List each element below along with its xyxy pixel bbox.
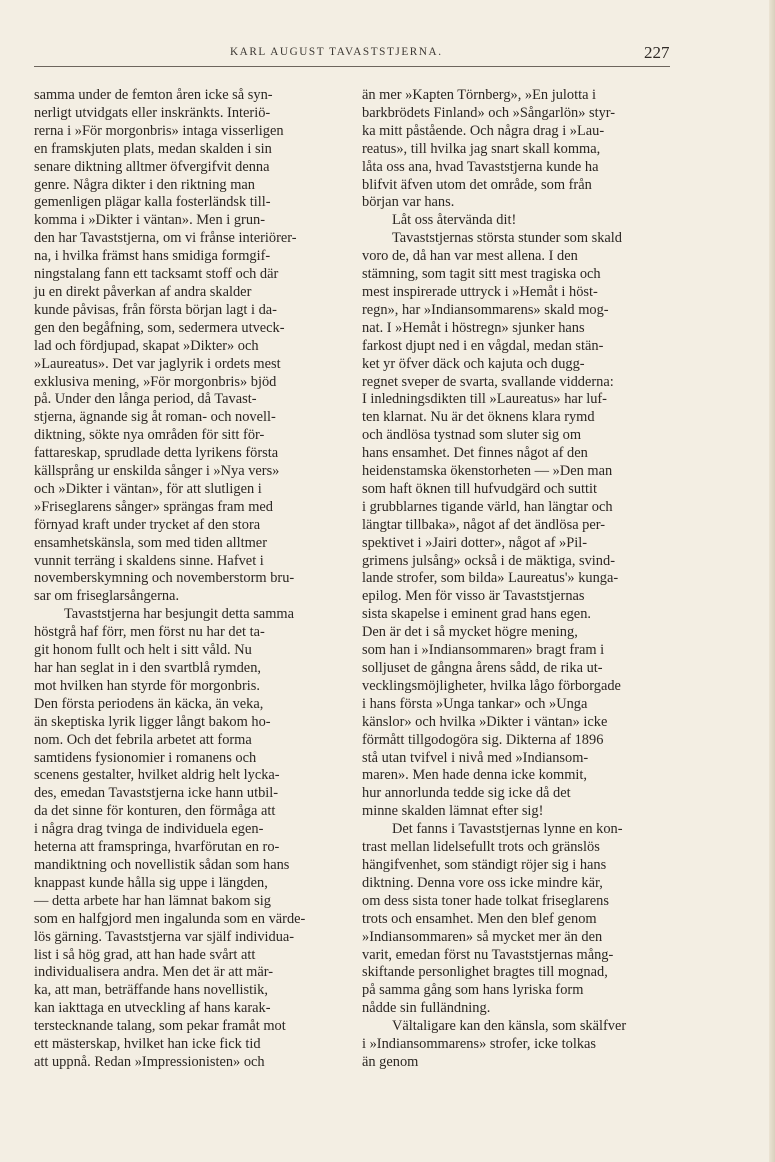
text-line: epilog. Men för visso är Tavaststjernas xyxy=(362,588,585,605)
text-line: Vältaligare kan den känsla, som skälfver xyxy=(392,1018,627,1035)
text-line: ett mästerskap, hvilket han icke fick tid xyxy=(34,1036,261,1053)
text-line: fattareskap, sprudlade detta lyrikens första xyxy=(34,445,279,462)
text-line: hängifvenhet, som ständigt röjer sig i hans xyxy=(362,856,607,873)
text-line: samma under de femton åren icke så syn- xyxy=(34,87,273,103)
page-number: 227 xyxy=(644,43,670,62)
text-line: Den är det i så mycket högre mening, xyxy=(362,624,578,641)
text-line: källsprång ur enskilda sånger i »Nya vers» xyxy=(34,463,280,480)
text-line: i hans första »Unga tankar» och »Unga xyxy=(362,695,588,712)
text-line: längtar tillbaka», något af det ändlösa per- xyxy=(362,516,606,533)
text-line: lande strofer, som bilda» Laureatus'» kunga- xyxy=(362,570,619,587)
text-line: i några drag tvinga de individuela egen- xyxy=(34,821,264,838)
text-line: stå utan tvifvel i nivå med »Indiansom- xyxy=(362,749,589,766)
text-line: Det fanns i Tavaststjernas lynne en kon- xyxy=(392,821,623,838)
text-line: reatus», till hvilka jag snart skall komma, xyxy=(362,140,601,157)
text-line: som han i »Indiansommaren» bragt fram i xyxy=(362,642,605,659)
text-line: än skeptiska lyrik ligger långt bakom ho- xyxy=(34,713,271,730)
text-line: lös gärning. Tavaststjerna var själf individua- xyxy=(34,928,295,945)
text-line: git honom fullt och helt i sitt våld. Nu xyxy=(34,642,252,659)
text-line: ket yr öfver däck och kajuta och dugg- xyxy=(362,355,585,372)
text-line: trast mellan lidelsefullt trots och gränslös xyxy=(362,839,600,856)
text-line: att uppnå. Redan »Impressionisten» och xyxy=(34,1053,265,1070)
text-line: sar om friseglarsångerna. xyxy=(34,588,180,605)
text-line: spektivet i »Jairi dotter», något af »Pil- xyxy=(362,534,588,551)
text-line: Tavaststjernas största stunder som skald xyxy=(392,230,623,247)
text-line: ningstalang fann ett tacksamt stoff och där xyxy=(34,266,279,283)
text-line: och »Dikter i väntan», för att slutligen i xyxy=(34,480,262,497)
text-line: nom. Och det febrila arbetet att forma xyxy=(34,731,252,748)
text-line: novemberskymning och novemberstorm bru- xyxy=(34,570,295,587)
text-line: — detta arbete har han lämnat bakom sig xyxy=(34,892,271,909)
text-line: des, emedan Tavaststjerna icke hann utbil- xyxy=(34,785,279,802)
text-line: mest inspirerade uttryck i »Hemåt i höst- xyxy=(362,283,598,300)
text-line: hur annorlunda tedde sig icke då det xyxy=(362,785,571,802)
text-line: stämning, som tagit sitt mest tragiska och xyxy=(362,266,601,283)
page-edge-shadow xyxy=(769,0,775,1162)
text-line: mandiktning och novellistik sådan som hans xyxy=(34,856,290,873)
text-line: gen den begåfning, som, sedermera utveck- xyxy=(34,319,285,336)
header-rule xyxy=(34,66,670,67)
text-line: Den första periodens än käcka, än veka, xyxy=(34,695,264,712)
text-line: regnet sveper de svarta, svallande vidderna: xyxy=(362,373,614,390)
text-line: i grubblarnes tigande värld, han längtar och xyxy=(362,498,613,515)
text-line: höstgrå haf förr, men först nu har det ta- xyxy=(34,624,265,641)
text-line: ten klarnat. Nu är det öknens klara rymd xyxy=(362,409,595,426)
text-line: scenens gestalter, hvilket aldrig helt lycka- xyxy=(34,767,280,784)
text-line: barkbrödets Finland» och »Sångarlön» styr- xyxy=(362,104,616,121)
text-line: Låt oss återvända dit! xyxy=(392,212,517,229)
text-line: på samma gång som hans lyriska form xyxy=(362,982,584,999)
text-line: »Laureatus». Det var jaglyrik i ordets mest xyxy=(34,355,281,372)
text-line: i »Indiansommarens» strofer, icke tolkas xyxy=(362,1036,597,1053)
text-line: exklusiva mening, »För morgonbris» bjöd xyxy=(34,373,277,390)
text-line: ensamhetskänsla, som med tiden alltmer xyxy=(34,534,267,551)
text-line: känslor» och hvilka »Dikter i väntan» icke xyxy=(362,713,608,730)
text-line: »Indiansommaren» så mycket mer än den xyxy=(362,928,603,945)
text-line: diktning. Denna vore oss icke mindre kär, xyxy=(362,874,603,891)
text-line: farkost djupt ned i en vågdal, medan stän- xyxy=(362,337,604,354)
right-text-column xyxy=(362,87,672,1072)
text-line: och ändlösa tystnad som sluter sig om xyxy=(362,427,582,444)
text-line: ka, att man, beträffande hans novellistik, xyxy=(34,982,268,999)
text-line: förnyad kraft under trycket af den stora xyxy=(34,516,261,533)
text-line: heterna att framspringa, hvarförutan en ro- xyxy=(34,839,280,856)
text-line: voro de, då han var mest allena. I den xyxy=(362,248,578,265)
text-line: na, i hvilka främst hans smidiga formgif- xyxy=(34,248,271,265)
text-line: en framskjuten plats, medan skalden i sin xyxy=(34,140,272,157)
text-line: minne skalden lämnat efter sig! xyxy=(362,803,544,820)
text-line: hans ensamhet. Det finnes något af den xyxy=(362,445,588,462)
text-line: da det sinne för konturen, den förmåga att xyxy=(34,803,276,820)
text-line: diktning, sökte nya områden för sitt för- xyxy=(34,427,265,444)
left-text-column xyxy=(34,87,346,1072)
text-line: skiftande personlighet bragtes till mognad, xyxy=(362,964,608,981)
text-line: ju en direkt påverkan af andra skalder xyxy=(34,283,252,300)
text-line: komma i »Dikter i väntan». Men i grun- xyxy=(34,212,266,229)
running-header: KARL AUGUST TAVASTSTJERNA. xyxy=(230,46,443,58)
text-line: kan iakttaga en utveckling af hans karak- xyxy=(34,1000,271,1017)
text-line: blifvit äfven utom det område, som från xyxy=(362,176,592,193)
text-line: knappast kunde hålla sig uppe i längden, xyxy=(34,874,268,891)
text-line: än mer »Kapten Törnberg», »En julotta i xyxy=(362,87,597,103)
text-line: solljuset de gångna årens sådd, de rika ut- xyxy=(362,660,603,676)
text-line: trots och ensamhet. Men den blef genom xyxy=(362,910,597,927)
text-line: som en halfgjord men ingalunda som en värde- xyxy=(34,910,306,927)
text-line: rerna i »För morgonbris» intaga visserligen xyxy=(34,122,284,139)
text-line: nådde sin fulländning. xyxy=(362,1000,491,1017)
text-line: terstecknande talang, som pekar framåt mot xyxy=(34,1018,286,1035)
text-line: den har Tavaststjerna, om vi frånse interiörer- xyxy=(34,230,297,247)
text-line: om dess sista toner hade tolkat friseglarens xyxy=(362,892,609,909)
text-line: maren». Men hade denna icke kommit, xyxy=(362,767,587,784)
text-line: heidenstamska ökenstorheten — »Den man xyxy=(362,463,613,480)
text-line: mot hvilken han styrde för morgonbris. xyxy=(34,677,260,694)
text-line: gemenligen plägar kalla fosterländsk till- xyxy=(34,194,271,211)
text-line: genre. Några dikter i den riktning man xyxy=(34,176,255,193)
text-line: nerligt utvidgats eller inskränkts. Interiö- xyxy=(34,104,271,121)
text-line: senare diktning alltmer öfvergifvit denna xyxy=(34,158,270,175)
text-line: än genom xyxy=(362,1053,419,1070)
text-line: individualisera andra. Men det är att mär- xyxy=(34,964,274,981)
text-line: lad och fördjupad, skapat »Dikter» och xyxy=(34,337,259,354)
text-line: kunde påvisas, från första början lagt i da- xyxy=(34,301,277,318)
text-line: på. Under den långa period, då Tavast- xyxy=(34,391,257,408)
text-line: varit, emedan först nu Tavaststjernas mång- xyxy=(362,946,614,963)
text-line: list i så hög grad, att han hade svårt att xyxy=(34,946,256,963)
text-line: början var hans. xyxy=(362,194,455,211)
text-line: som haft öknen till hufvudgärd och suttit xyxy=(362,480,598,497)
text-line: sista skapelse i eminent grad hans egen. xyxy=(362,606,591,623)
text-line: ka mitt påstående. Och några drag i »Lau- xyxy=(362,122,605,139)
text-line: I inledningsdikten till »Laureatus» har luf- xyxy=(362,391,607,408)
text-line: samtidens fysionomier i romanens och xyxy=(34,749,257,766)
text-line: stjerna, ägnande sig åt roman- och novell- xyxy=(34,409,276,426)
text-line: »Friseglarens sånger» sprängas fram med xyxy=(34,498,273,515)
text-line: vecklingsmöjligheter, hvilka lågo förborgade xyxy=(362,677,621,694)
text-line: låta oss ana, hvad Tavaststjerna kunde ha xyxy=(362,158,599,175)
text-line: vunnit terräng i skaldens sinne. Hafvet i xyxy=(34,552,264,569)
text-line: grimens julsång» också i de mäktiga, svind- xyxy=(362,552,615,569)
text-line: förmått tillgodogöra sig. Dikterna af 1896 xyxy=(362,731,604,748)
text-line: Tavaststjerna har besjungit detta samma xyxy=(64,606,294,623)
text-line: regn», har »Indiansommarens» skald mog- xyxy=(362,301,609,318)
text-line: nat. I »Hemåt i höstregn» sjunker hans xyxy=(362,319,585,336)
text-line: har han seglat in i den svartblå rymden, xyxy=(34,660,261,676)
